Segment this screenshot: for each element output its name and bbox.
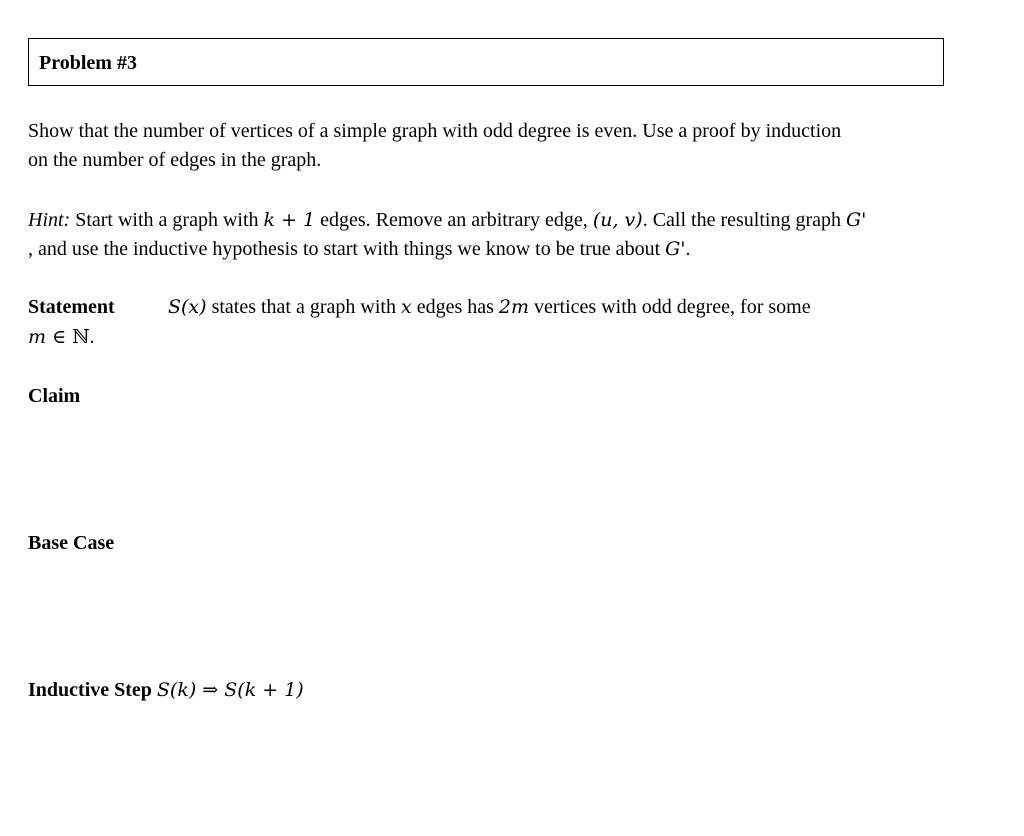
- statement-math-x: x: [400, 296, 412, 318]
- statement-heading: Statement: [28, 296, 115, 318]
- statement-text-3: vertices with odd degree, for some: [529, 296, 811, 318]
- hint-math-edge-uv: (u, v): [592, 209, 643, 231]
- statement-math-in-naturals: ∈ ℕ: [46, 326, 90, 348]
- hint-math-g-prime-1: G': [845, 209, 867, 231]
- implies-arrow: ⇒: [196, 679, 225, 701]
- statement-continuation: [28, 326, 95, 349]
- statement-text-1: states that a graph with: [206, 296, 401, 318]
- statement-text-2: edges has: [411, 296, 499, 318]
- statement-text-4: .: [89, 326, 95, 348]
- hint-text-3: . Call the resulting graph: [642, 209, 846, 231]
- claim-heading: Claim: [28, 385, 81, 407]
- inductive-math-sk: S(k): [156, 679, 197, 701]
- hint-line-2: [28, 235, 958, 264]
- question-line-2: on the number of edges in the graph.: [28, 149, 322, 171]
- hint-paragraph: [28, 206, 958, 264]
- hint-line-1: [28, 206, 958, 235]
- problem-title: Problem #3: [39, 52, 137, 74]
- hint-text-4: , and use the inductive hypothesis to start with things we know to be true about: [28, 238, 666, 260]
- hint-text-1: Start with a graph with: [70, 209, 264, 231]
- hint-label: Hint:: [28, 209, 71, 231]
- hint-math-g-prime-2: G': [665, 238, 686, 260]
- statement-math-2m: 2m: [498, 296, 529, 318]
- base-case-heading: Base Case: [28, 532, 115, 554]
- statement-math-m: m: [28, 326, 47, 348]
- statement-body: [168, 296, 811, 319]
- question-line-1: Show that the number of vertices of a simple graph with odd degree is even. Use a proof by induction: [28, 120, 842, 142]
- inductive-step-label: Inductive Step: [28, 679, 152, 701]
- statement-math-sx: S(x): [168, 296, 207, 318]
- hint-math-k-plus-1: k + 1: [263, 209, 316, 231]
- hint-text-5: .: [685, 238, 691, 260]
- problem-header-box: [28, 38, 944, 86]
- question-text: [28, 117, 958, 175]
- inductive-step-heading: [28, 679, 304, 702]
- inductive-math-sk-plus-1: S(k + 1): [224, 679, 304, 701]
- hint-text-2: edges. Remove an arbitrary edge,: [315, 209, 593, 231]
